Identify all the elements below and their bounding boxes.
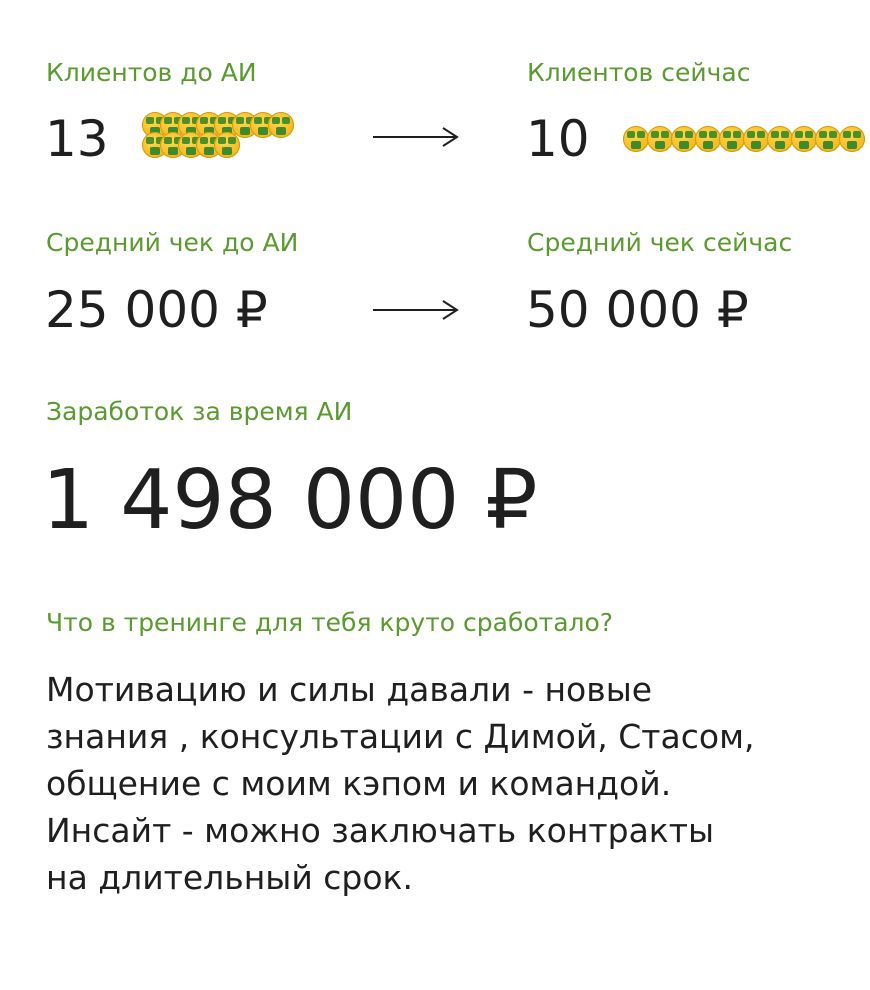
earnings-value: 1 498 000 ₽ — [42, 453, 538, 548]
money-mouth-face-icon — [719, 126, 745, 152]
money-mouth-face-icon — [695, 126, 721, 152]
clients-after-label: Клиентов сейчас — [527, 58, 751, 87]
earnings-label: Заработок за время АИ — [46, 397, 353, 426]
money-mouth-face-icon — [671, 126, 697, 152]
long-right-arrow-icon — [373, 298, 459, 322]
answer-line: знания , консультации с Димой, Стасом, — [46, 717, 755, 756]
avg-check-after-value: 50 000 ₽ — [526, 281, 749, 339]
money-mouth-face-icon — [214, 132, 240, 158]
money-mouth-face-icon — [791, 126, 817, 152]
money-mouth-face-icon — [623, 126, 649, 152]
clients-before-value: 13 — [45, 110, 109, 168]
answer-line: Инсайт - можно заключать контракты — [46, 811, 715, 850]
clients-after-value: 10 — [526, 110, 590, 168]
clients-before-label: Клиентов до АИ — [46, 58, 257, 87]
long-right-arrow-icon — [373, 125, 459, 149]
money-mouth-face-icon — [647, 126, 673, 152]
answer-line: на длительный срок. — [46, 858, 413, 897]
answer-line: общение с моим кэпом и командой. — [46, 764, 672, 803]
money-mouth-face-icon — [767, 126, 793, 152]
money-mouth-face-icon — [268, 112, 294, 138]
avg-check-before-value: 25 000 ₽ — [45, 281, 268, 339]
avg-check-after-label: Средний чек сейчас — [527, 228, 793, 257]
avg-check-before-label: Средний чек до АИ — [46, 228, 299, 257]
question-label: Что в тренинге для тебя круто сработало? — [46, 608, 614, 637]
money-face-icon-group-after — [623, 124, 870, 154]
money-face-icon-group-before — [142, 112, 302, 142]
money-mouth-face-icon — [743, 126, 769, 152]
answer-line: Мотивацию и силы давали - новые — [46, 670, 653, 709]
answer-text — [46, 666, 846, 901]
money-mouth-face-icon — [815, 126, 841, 152]
money-mouth-face-icon — [839, 126, 865, 152]
